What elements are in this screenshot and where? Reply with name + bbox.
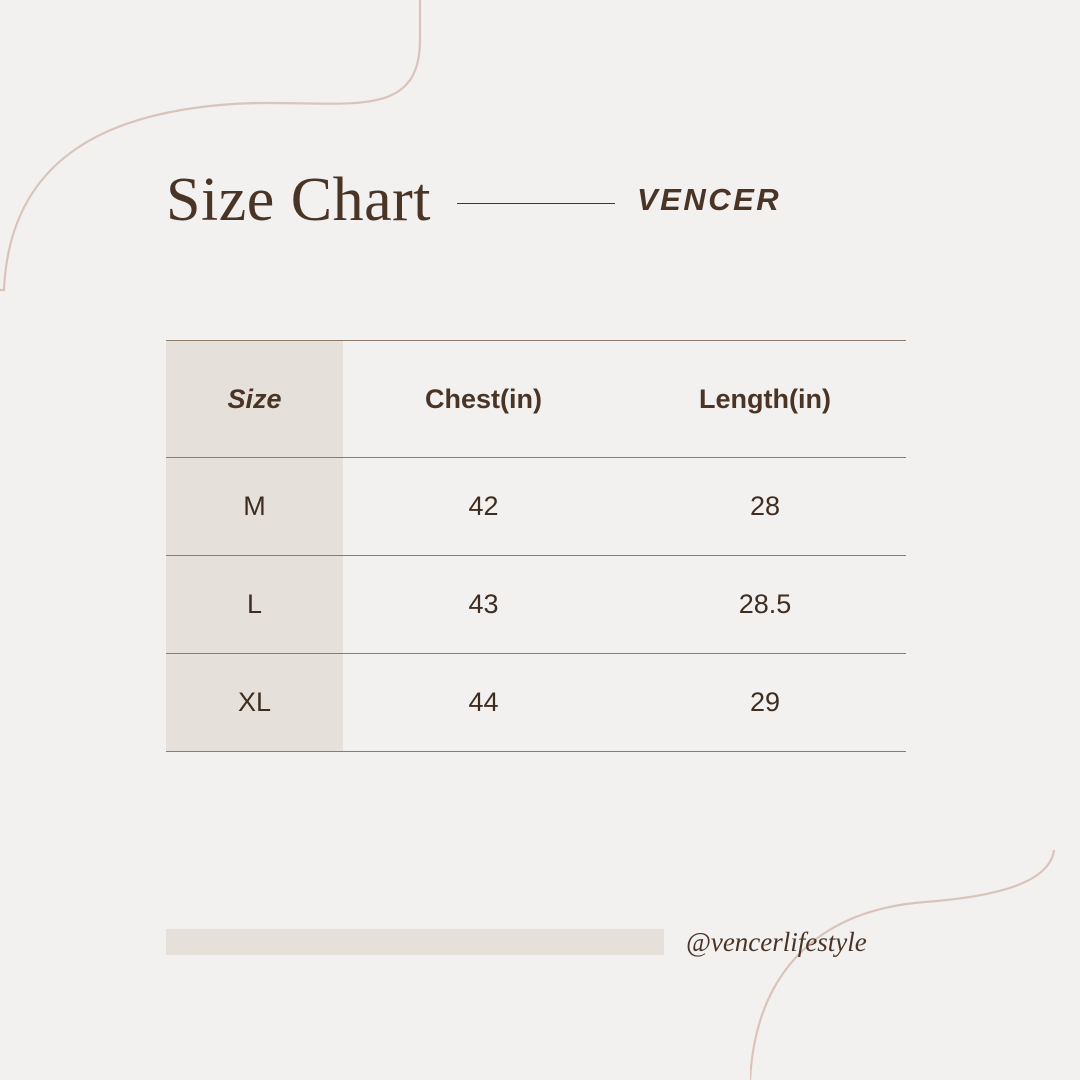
decorative-curve-bottom-right [750, 850, 1080, 1080]
table-row [166, 458, 906, 556]
column-header-chest: Chest(in) [343, 341, 624, 458]
table-header-row [166, 341, 906, 458]
table-row [166, 654, 906, 752]
cell-length: 28.5 [624, 556, 906, 654]
size-table-container [166, 340, 906, 752]
column-header-length: Length(in) [624, 341, 906, 458]
cell-length: 29 [624, 654, 906, 752]
brand-name: VENCER [637, 182, 782, 217]
decorative-curve-top-left [0, 0, 430, 300]
social-handle: @vencerlifestyle [686, 926, 867, 957]
page-title: Size Chart [166, 166, 431, 234]
title-divider [457, 203, 615, 204]
cell-chest: 44 [343, 654, 624, 752]
table-body [166, 458, 906, 752]
cell-size: M [166, 458, 343, 556]
header [166, 155, 914, 245]
cell-length: 28 [624, 458, 906, 556]
table-header [166, 341, 906, 458]
table-row [166, 556, 906, 654]
column-header-size: Size [166, 341, 343, 458]
cell-chest: 43 [343, 556, 624, 654]
footer-bar [166, 929, 664, 955]
size-table [166, 340, 906, 752]
cell-chest: 42 [343, 458, 624, 556]
cell-size: XL [166, 654, 343, 752]
footer [166, 922, 906, 962]
cell-size: L [166, 556, 343, 654]
